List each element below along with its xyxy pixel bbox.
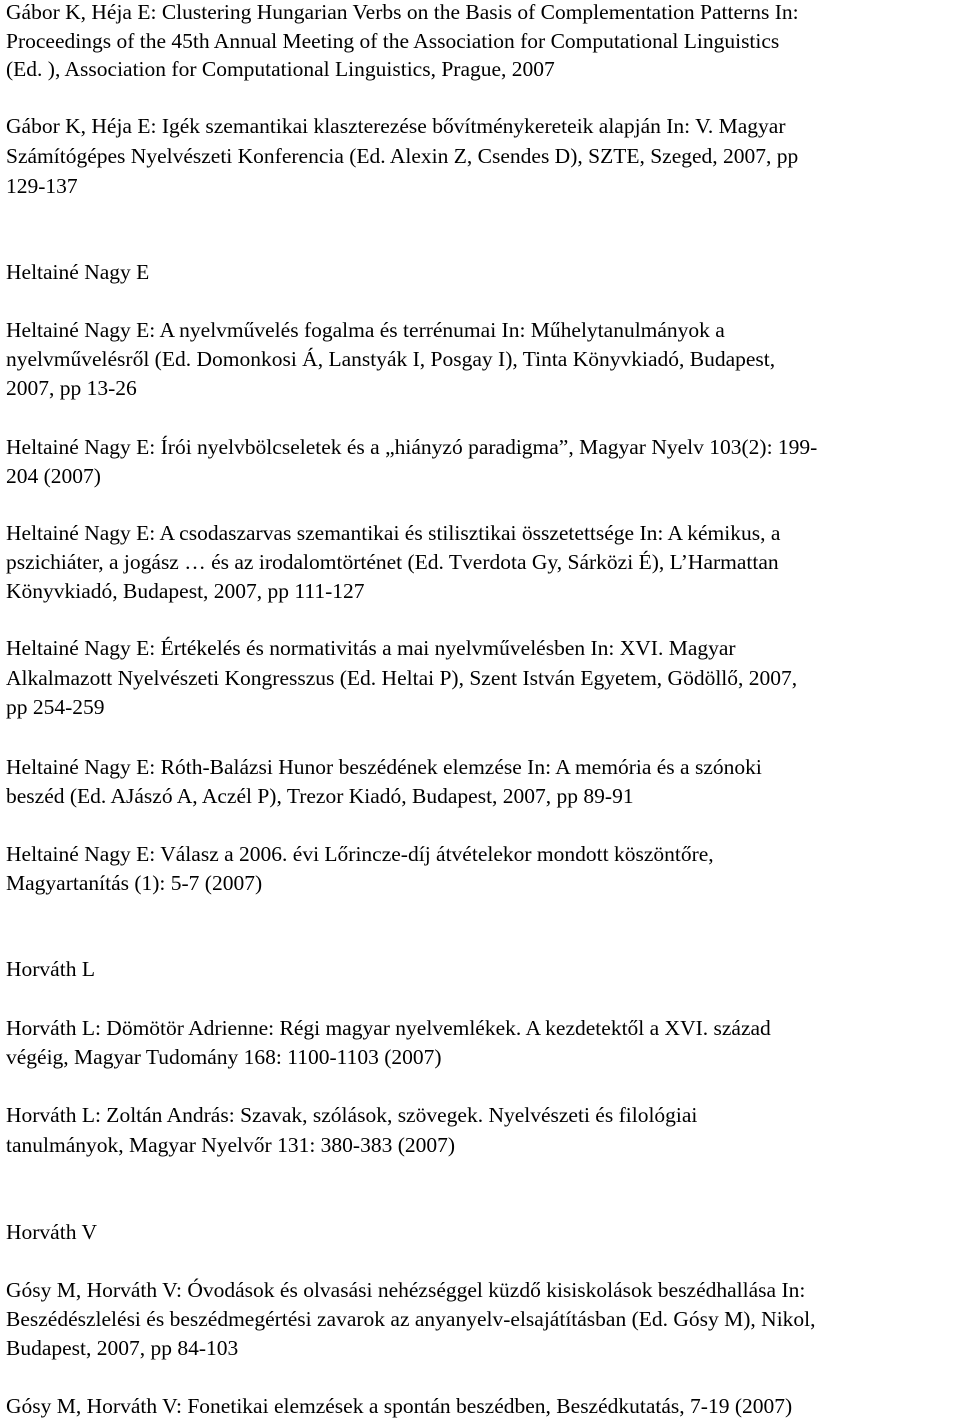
text-line: 2007, pp 13-26	[6, 376, 137, 400]
text-line: Gósy M, Horváth V: Óvodások és olvasási nehézséggel küzdő kisiskolások beszédhallása In:	[6, 1278, 806, 1302]
text-line: Gósy M, Horváth V: Fonetikai elemzések a spontán beszédben, Beszédkutatás, 7-19 (2007)	[6, 1394, 793, 1418]
text-line: (Ed. ), Association for Computational Linguistics, Prague, 2007	[6, 57, 555, 81]
text-line: tanulmányok, Magyar Nyelvőr 131: 380-383 (2007)	[6, 1133, 456, 1157]
text-line: végéig, Magyar Tudomány 168: 1100-1103 (2007)	[6, 1045, 442, 1069]
text-line: Budapest, 2007, pp 84-103	[6, 1336, 239, 1360]
text-line: nyelvművelésről (Ed. Domonkosi Á, Lanstyák I, Posgay I), Tinta Könyvkiadó, Budapest,	[6, 347, 776, 371]
text-line: Heltainé Nagy E: Értékelés és normativitás a mai nyelvművelésben In: XVI. Magyar	[6, 636, 736, 660]
text-line: beszéd (Ed. AJászó A, Aczél P), Trezor Kiadó, Budapest, 2007, pp 89-91	[6, 784, 634, 808]
text-line: Számítógépes Nyelvészeti Konferencia (Ed. Alexin Z, Csendes D), SZTE, Szeged, 2007, pp	[6, 144, 799, 168]
text-line: pp 254-259	[6, 695, 105, 719]
text-line: Heltainé Nagy E: Válasz a 2006. évi Lőrincze-díj átvételekor mondott köszöntőre,	[6, 842, 714, 866]
text-line: Beszédészlelési és beszédmegértési zavarok az anyanyelv-elsajátításban (Ed. Gósy M), Nikol,	[6, 1307, 816, 1331]
text-line: Proceedings of the 45th Annual Meeting of the Association for Computational Linguistics	[6, 29, 780, 53]
text-line: 204 (2007)	[6, 464, 101, 488]
text-line: Heltainé Nagy E: A csodaszarvas szemantikai és stilisztikai összetettsége In: A kémikus, a	[6, 521, 781, 545]
text-line: Heltainé Nagy E: Írói nyelvbölcseletek és a „hiányzó paradigma”, Magyar Nyelv 103(2): 199-	[6, 435, 818, 459]
text-line: Magyartanítás (1): 5-7 (2007)	[6, 871, 263, 895]
text-line: 129-137	[6, 174, 78, 198]
section-heading: Heltainé Nagy E	[6, 260, 150, 284]
section-heading: Horváth L	[6, 957, 95, 981]
text-line: pszichiáter, a jogász … és az irodalomtörténet (Ed. Tverdota Gy, Sárközi É), L’Harmattan	[6, 550, 779, 574]
text-line: Horváth L: Zoltán András: Szavak, szólások, szövegek. Nyelvészeti és filológiai	[6, 1103, 698, 1127]
text-line: Gábor K, Héja E: Clustering Hungarian Verbs on the Basis of Complementation Patterns In:	[6, 0, 799, 24]
text-line: Heltainé Nagy E: Róth-Balázsi Hunor beszédének elemzése In: A memória és a szónoki	[6, 755, 762, 779]
section-heading: Horváth V	[6, 1220, 97, 1244]
text-line: Gábor K, Héja E: Igék szemantikai klaszterezése bővítménykereteik alapján In: V. Magyar	[6, 114, 786, 138]
text-line: Heltainé Nagy E: A nyelvművelés fogalma és terrénumai In: Műhelytanulmányok a	[6, 318, 725, 342]
text-line: Alkalmazott Nyelvészeti Kongresszus (Ed. Heltai P), Szent István Egyetem, Gödöllő, 2007,	[6, 666, 798, 690]
text-line: Könyvkiadó, Budapest, 2007, pp 111-127	[6, 579, 365, 603]
text-line: Horváth L: Dömötör Adrienne: Régi magyar nyelvemlékek. A kezdetektől a XVI. század	[6, 1016, 771, 1040]
